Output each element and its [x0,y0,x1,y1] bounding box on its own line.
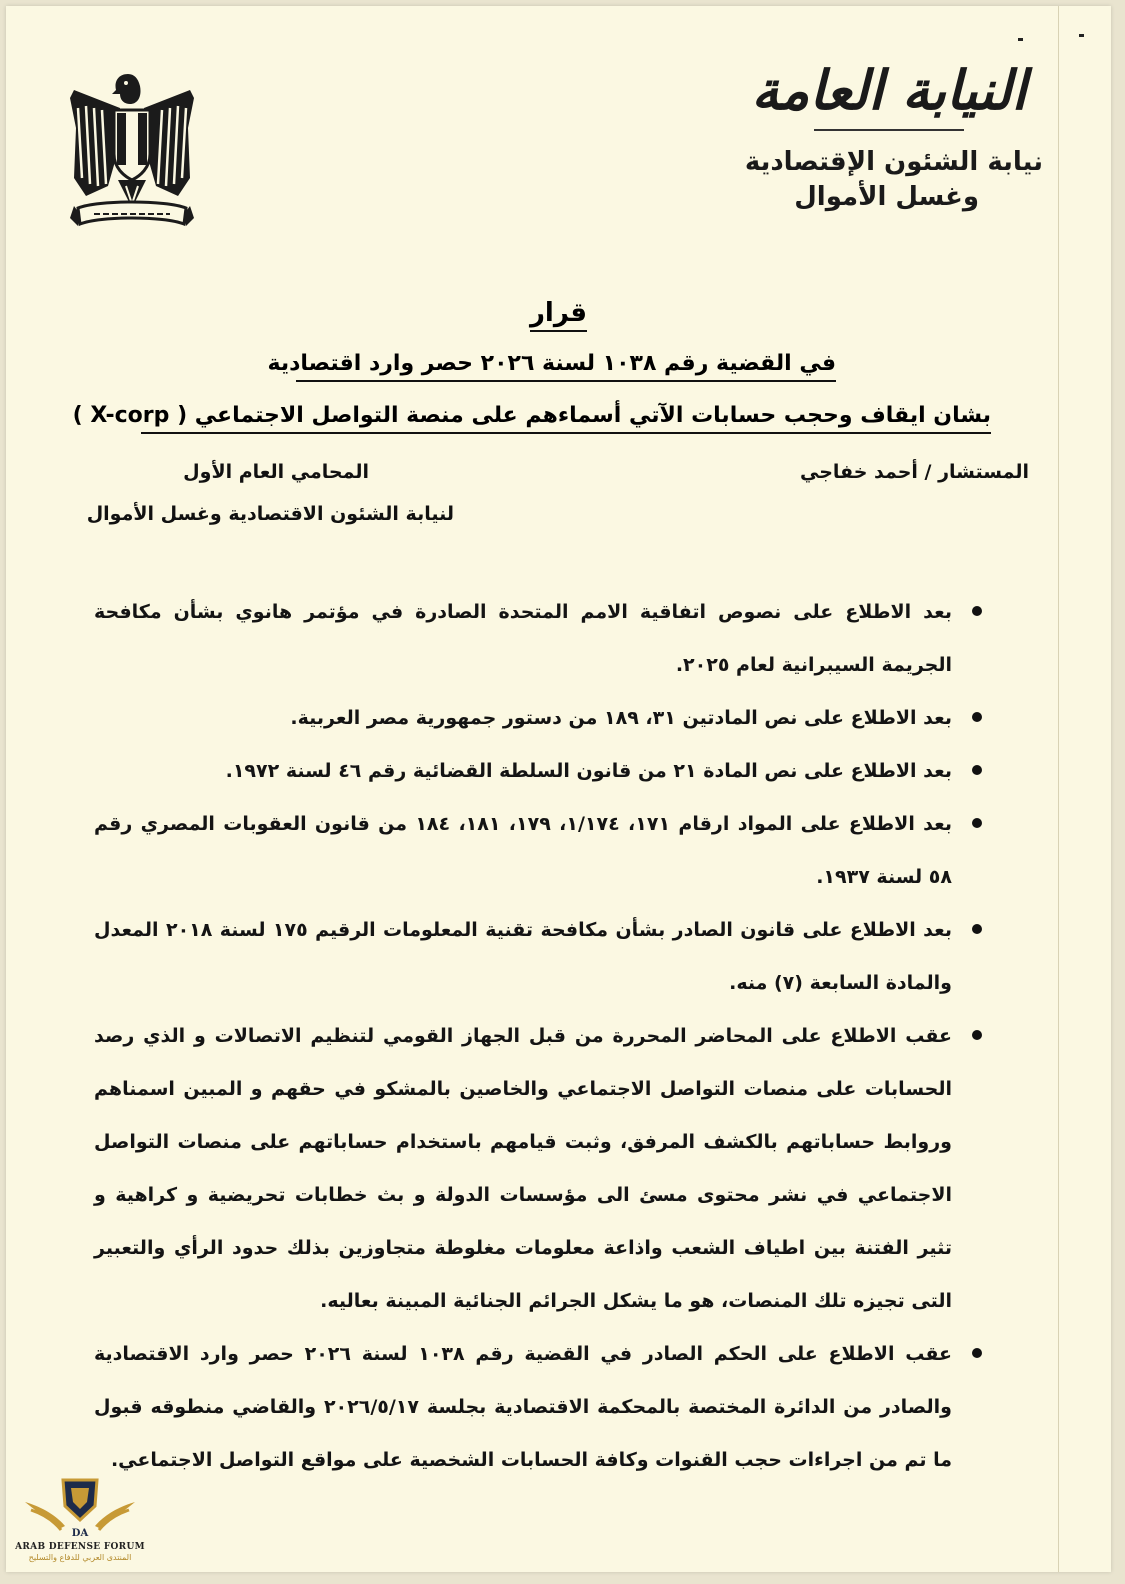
decision-clauses [94,586,984,1487]
forum-logo-icon [21,1476,139,1538]
forum-watermark [14,1476,146,1572]
organization-name: النيابة العامة [751,58,1027,122]
scan-speck [1018,38,1023,41]
document-page [6,6,1111,1572]
clause-item: بعد الاطلاع على نص المادة ٢١ من قانون السلطة القضائية رقم ٤٦ لسنة ١٩٧٢. [94,745,952,798]
decision-title: قرار [530,298,587,332]
counselor-name: المستشار / أحمد خفاجي [799,461,1029,483]
clause-item: بعد الاطلاع على نص المادتين ٣١، ١٨٩ من دستور جمهورية مصر العربية. [94,692,952,745]
department-line-1: نيابة الشئون الإقتصادية [744,146,1043,177]
page-margin-line [1058,6,1059,1572]
issuer-position: المحامي العام الأول [183,461,369,483]
decision-title-block [6,298,1111,328]
clause-item: بعد الاطلاع على نصوص اتفاقية الامم المتحدة الصادرة في مؤتمر هانوي بشأن مكافحة الجريمة السيبرانية لعام ٢٠٢٥. [94,586,952,692]
watermark-initials: DA [71,1528,89,1538]
clause-item: بعد الاطلاع على المواد ارقام ١٧١، ١/١٧٤، ١٧٩، ١٨١، ١٨٤ من قانون العقوبات المصري رقم ٥٨ لسنة ١٩٣٧. [94,798,952,904]
header-rule [814,129,964,131]
eagle-emblem-icon [68,68,196,236]
department-line-2: وغسل الأموال [794,181,979,212]
scan-speck [1079,34,1084,37]
clause-item: عقب الاطلاع على الحكم الصادر في القضية رقم ١٠٣٨ لسنة ٢٠٢٦ حصر وارد الاقتصادية والصادر من الدائرة المختصة بالمحكمة الاقتصادية بجلسة ٢٠٢٦/٥/١٧ والقاضي منطوقه قبول ما تم من اجراءات حجب القنوات وكافة الحسابات الشخصية على مواقع التواصل الاجتماعي. [94,1328,952,1487]
organization-header [729,58,1049,215]
clause-item: عقب الاطلاع على المحاضر المحررة من قبل الجهاز القومي لتنظيم الاتصالات و الذي رصد الحسابات على منصات التواصل الاجتماعي والخاصين بالمشكو في حقهم و المبين اسمناهم وروابط حساباتهم بالكشف المرفق، وثبت قيامهم باستخدام حساباتهم على منصات التواصل الاجتماعي في نشر محتوى مسئ الى مؤسسات الدولة و بث خطابات تحريضية و كراهية و تثير الفتنة بين اطياف الشعب واذاعة معلومات مغلوطة متجاوزين بذلك حدود الرأي والتعبير التى تجيزه تلك المنصات، هو ما يشكل الجرائم الجنائية المبينة بعاليه. [94,1010,952,1328]
clause-item: بعد الاطلاع على قانون الصادر بشأن مكافحة تقنية المعلومات الرقيم ١٧٥ لسنة ٢٠١٨ المعدل والمادة السابعة (٧) منه. [94,904,952,1010]
case-number-line: في القضية رقم ١٠٣٨ لسنة ٢٠٢٦ حصر وارد اقتصادية [296,351,836,382]
clause-list [94,586,984,1487]
issuer-office: لنيابة الشئون الاقتصادية وغسل الأموال [86,503,454,525]
watermark-name: ARAB DEFENSE FORUM [15,1542,145,1552]
watermark-arabic-name: المنتدى العربي للدفاع والتسليح [28,1553,132,1562]
decision-subject: بشان ايقاف وحجب حسابات الآتي أسماءهم على منصة التواصل الاجتماعي ( X-corp ) [141,403,991,434]
